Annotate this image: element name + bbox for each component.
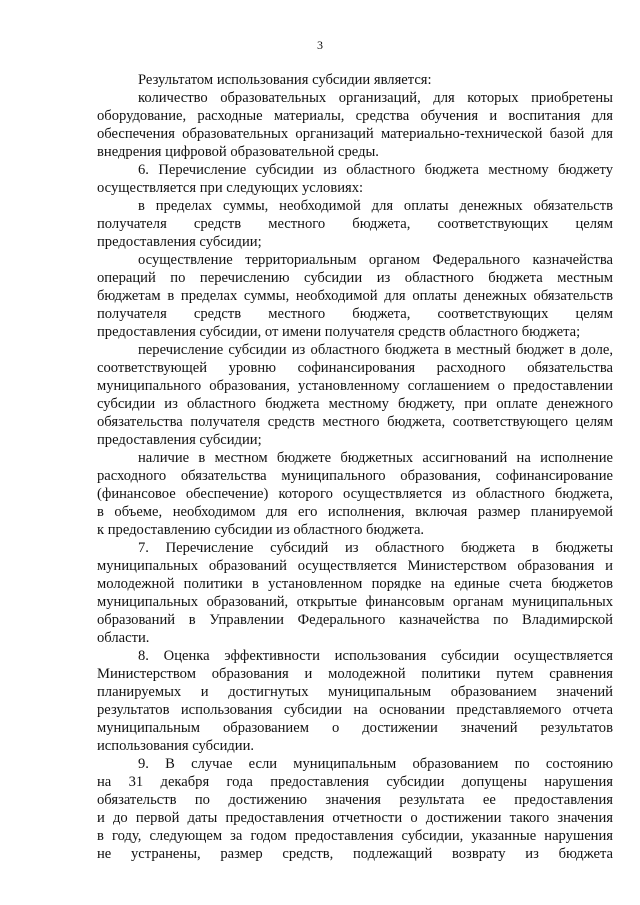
text-line: осуществление территориальным органом Федерального казначейства	[138, 252, 613, 268]
text-line: 9. В случае если муниципальным образованием по состоянию	[138, 756, 613, 772]
text-line: образований в Управлении Федерального казначейства по Владимирской	[97, 612, 613, 628]
text-line: оборудование, расходные материалы, средства обучения и воспитания для	[97, 108, 613, 124]
text-line: предоставления субсидии, от имени получателя средств областного бюджета;	[97, 324, 581, 340]
text-line: молодежной политики в установленном порядке на единые счета бюджетов	[97, 576, 613, 592]
text-line: 7. Перечисление субсидий из областного бюджета в бюджеты	[138, 540, 613, 556]
text-line: муниципальных образований, открытые финансовым органам муниципальных	[97, 594, 613, 610]
text-line: на 31 декабря года предоставления субсидии допущены нарушения	[97, 774, 613, 790]
text-line: обязательства получателя средств местного бюджета, соответствующего целям	[97, 414, 613, 430]
text-line: обязательств по достижению значения результата ее предоставления	[97, 792, 613, 808]
text-line: в пределах суммы, необходимой для оплаты денежных обязательств	[138, 198, 613, 214]
text-line: бюджетам в пределах суммы, необходимой для оплаты денежных обязательств	[97, 288, 613, 304]
text-line: к предоставлению субсидии из областного бюджета.	[97, 522, 425, 538]
text-line: получателя средств местного бюджета, соответствующих целям	[97, 306, 613, 322]
text-line: муниципального образования, установленному соглашением о предоставлении	[97, 378, 613, 394]
text-line: обеспечения образовательных организаций материально-технической базой для	[97, 126, 613, 142]
text-line: предоставления субсидии;	[97, 432, 262, 448]
text-line: внедрения цифровой образовательной среды.	[97, 144, 379, 160]
text-line: расходного обязательства муниципального образования, софинансирование	[97, 468, 613, 484]
text-line: субсидии из областного бюджета местному бюджету, при оплате денежного	[97, 396, 613, 412]
text-line: и до первой даты предоставления отчетности о достижении такого значения	[97, 810, 613, 826]
text-line: 6. Перечисление субсидии из областного бюджета местному бюджету	[138, 162, 613, 178]
text-line: 8. Оценка эффективности использования субсидии осуществляется	[138, 648, 613, 664]
text-line: использования субсидии.	[97, 738, 255, 754]
text-line: в объеме, необходимом для его исполнения, включая размер планируемой	[97, 504, 613, 520]
text-line: муниципальных образований осуществляется Министерством образования и	[97, 558, 613, 574]
text-line: операций по перечислению субсидии из областного бюджета местным	[97, 270, 613, 286]
text-line: перечисление субсидии из областного бюджета в местный бюджет в доле,	[138, 342, 613, 358]
text-line: предоставления субсидии;	[97, 234, 262, 250]
text-line: наличие в местном бюджете бюджетных ассигнований на исполнение	[138, 450, 613, 466]
text-line: в году, следующем за годом предоставления субсидии, указанные нарушения	[97, 828, 613, 844]
text-line: количество образовательных организаций, для которых приобретены	[138, 90, 613, 106]
text-line: соответствующей уровню софинансирования расходного обязательства	[97, 360, 613, 376]
text-line: планируемых и достигнутых муниципальным образованием значений	[97, 684, 613, 700]
text-line: (финансовое обеспечение) которого осуществляется из областного бюджета,	[97, 486, 613, 502]
text-line: Результатом использования субсидии является:	[138, 72, 432, 88]
page-number: 3	[317, 38, 323, 52]
text-line: осуществляется при следующих условиях:	[97, 180, 364, 196]
text-line: результатов использования субсидии на основании представляемого отчета	[97, 702, 613, 718]
text-line: получателя средств местного бюджета, соответствующих целям	[97, 216, 613, 232]
text-line: Министерством образования и молодежной политики путем сравнения	[97, 666, 613, 682]
text-line: не устранены, размер средств, подлежащий возврату из бюджета	[97, 846, 613, 862]
text-line: области.	[97, 630, 150, 646]
text-line: муниципальным образованием о достижении значений результатов	[97, 720, 613, 736]
